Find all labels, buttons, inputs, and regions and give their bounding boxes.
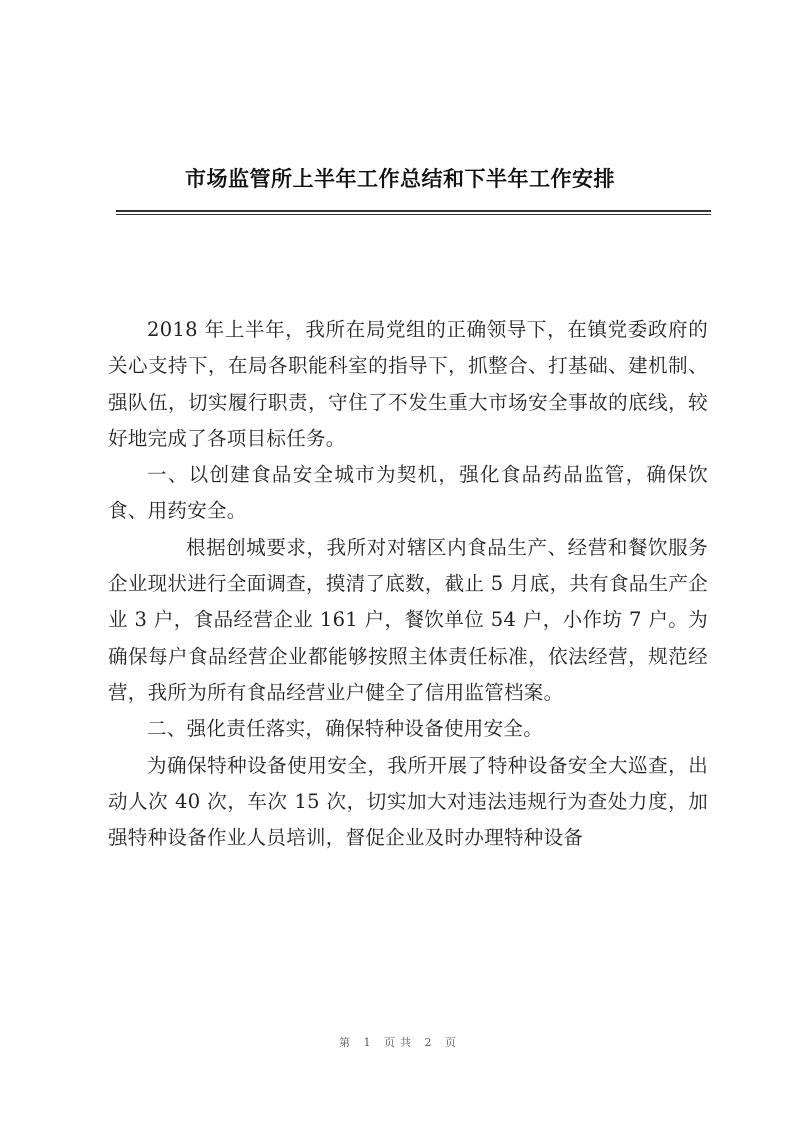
page-footer: 第 1 页共 2 页 [339,1036,461,1049]
paragraph-food-safety: 根据创城要求，我所对对辖区内食品生产、经营和餐饮服务企业现状进行全面调查，摸清了底数，截止 5 月底，共有食品生产企业 3 户，食品经营企业 161 户，餐饮单位 54 户，小作坊 7 户。为确保每户食品经营企业都能够按照主体责任标准，依法经营，规范经营，我所为所有食品经营业户健全了信用监管档案。 [108,535,708,704]
paragraph-intro: 2018 年上半年，我所在局党组的正确领导下，在镇党委政府的关心支持下，在局各职能科室的指导下，抓整合、打基础、建机制、强队伍，切实履行职责，守住了不发生重大市场安全事故的底线，较好地完成了各项目标任务。 [108,318,708,450]
section-heading-food-safety: 一、以创建食品安全城市为契机，强化食品药品监管，确保饮食、用药安全。 [108,463,708,523]
section-heading-special-equipment: 二、强化责任落实，确保特种设备使用安全。 [147,717,544,741]
title-divider [116,210,711,212]
document-body [108,312,708,856]
paragraph-special-equipment: 为确保特种设备使用安全，我所开展了特种设备安全大巡查，出动人次 40 次，车次 15 次，切实加大对违法违规行为查处力度，加强特种设备作业人员培训，督促企业及时办理特种设备 [108,753,708,850]
title-divider-thin [116,214,711,215]
document-title: 市场监管所上半年工作总结和下半年工作安排 [185,167,615,191]
